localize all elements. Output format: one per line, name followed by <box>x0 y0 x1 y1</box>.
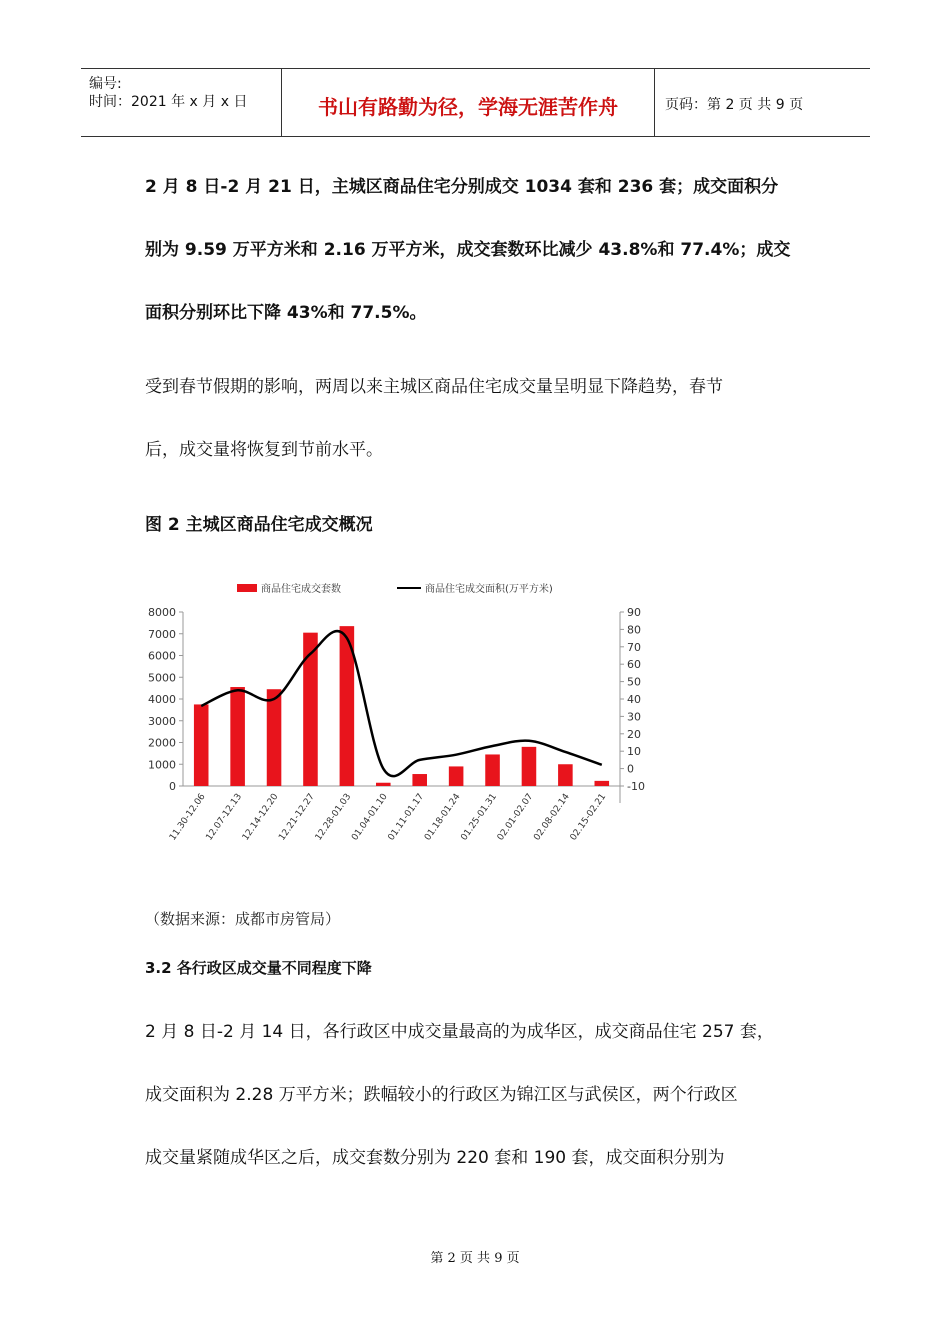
figure-caption: 图 2 主城区商品住宅成交概况 <box>145 515 373 535</box>
left-axis-tick-label: 7000 <box>148 627 176 641</box>
right-axis-tick-label: 0 <box>627 762 634 776</box>
bar <box>376 783 391 786</box>
para3-line3: 成交量紧随成华区之后，成交套数分别为 220 套和 190 套，成交面积分别为 <box>145 1148 725 1168</box>
left-axis-tick-label: 8000 <box>148 606 176 619</box>
right-axis-tick-label: 60 <box>627 658 641 672</box>
left-axis-tick-label: 4000 <box>148 693 176 706</box>
transaction-chart <box>145 567 665 867</box>
header-motto-cell <box>282 69 655 136</box>
right-axis-tick-label: 90 <box>627 606 641 619</box>
x-axis-tick-label: 02.08-02.14 <box>532 791 572 843</box>
para1-line2: 别为 9.59 万平方米和 2.16 万平方米，成交套数环比减少 43.8%和 77.4%；成交 <box>145 240 791 260</box>
page-footer: 第 2 页 共 9 页 <box>430 1251 520 1266</box>
bar <box>303 633 318 786</box>
bar <box>230 687 245 786</box>
bar <box>267 689 282 786</box>
x-axis-tick-label: 12.07-12.13 <box>204 791 245 843</box>
page-header <box>81 68 870 137</box>
legend-bar-label: 商品住宅成交套数 <box>261 584 341 595</box>
document-number-label: 编号: <box>89 76 122 92</box>
x-axis-tick-label: 01.18-01.24 <box>422 791 463 843</box>
chart-legend <box>237 582 553 595</box>
bar <box>485 754 500 786</box>
right-axis-tick-label: 20 <box>627 727 641 741</box>
left-axis-tick-label: 5000 <box>148 671 176 685</box>
bar <box>449 766 464 786</box>
left-axis-tick-label: 3000 <box>148 714 176 728</box>
bar <box>595 781 610 786</box>
para3-line1: 2 月 8 日-2 月 14 日，各行政区中成交量最高的为成华区，成交商品住宅 257 套， <box>145 1022 774 1042</box>
area-line-series <box>201 631 602 776</box>
para1-line1: 2 月 8 日-2 月 21 日，主城区商品住宅分别成交 1034 套和 236 套；成交面积分 <box>145 177 779 197</box>
para2-line2: 后，成交量将恢复到节前水平。 <box>145 440 383 460</box>
x-axis-tick-label: 11.30-12.06 <box>168 791 208 843</box>
right-axis-tick-label: 10 <box>627 745 641 759</box>
x-axis-tick-label: 12.28-01.03 <box>313 791 354 843</box>
legend-line-label: 商品住宅成交面积(万平方米) <box>425 584 553 595</box>
left-axis-tick-label: 1000 <box>148 758 176 772</box>
bar <box>194 704 209 786</box>
para2-line1: 受到春节假期的影响，两周以来主城区商品住宅成交量呈明显下降趋势，春节 <box>145 377 723 397</box>
x-axis-tick-label: 12.14-12.20 <box>240 791 281 843</box>
right-axis-tick-label: 70 <box>627 640 641 654</box>
x-axis-tick-label: 02.01-02.07 <box>495 791 536 843</box>
header-page-label: 页码：第 2 页 共 9 页 <box>665 97 804 113</box>
bar <box>522 747 537 786</box>
right-axis-tick-label: 40 <box>627 693 641 706</box>
right-axis-tick-label: 50 <box>627 675 641 689</box>
left-axis-tick-label: 2000 <box>148 736 176 750</box>
x-axis-tick-label: 01.11-01.17 <box>386 791 427 843</box>
legend-bar-swatch <box>237 584 257 592</box>
header-motto: 书山有路勤为径，学海无涯苦作舟 <box>318 95 618 119</box>
bar <box>412 774 427 786</box>
x-axis-tick-label: 02.15-02.21 <box>568 791 609 843</box>
x-axis-tick-label: 01.04-01.10 <box>350 791 390 843</box>
left-axis-tick-label: 6000 <box>148 649 176 663</box>
left-axis-tick-label: 0 <box>169 780 176 793</box>
section-title: 3.2 各行政区成交量不同程度下降 <box>145 959 372 977</box>
header-info-cell <box>81 69 282 136</box>
right-axis-tick-label: 30 <box>627 710 641 724</box>
source-note: （数据来源：成都市房管局） <box>145 910 341 928</box>
bar <box>558 764 573 786</box>
x-axis-tick-label: 12.21-12.27 <box>277 791 317 843</box>
para1-line3: 面积分别环比下降 43%和 77.5%。 <box>145 303 427 323</box>
para3-line2: 成交面积为 2.28 万平方米；跌幅较小的行政区为锦江区与武侯区，两个行政区 <box>145 1085 738 1105</box>
right-axis-tick-label: 80 <box>627 623 641 637</box>
x-axis-tick-label: 01.25-01.31 <box>459 791 499 843</box>
document-date-label: 时间：2021 年 x 月 x 日 <box>89 94 248 110</box>
header-page-cell <box>655 69 870 136</box>
right-axis-tick-label: -10 <box>627 780 645 793</box>
